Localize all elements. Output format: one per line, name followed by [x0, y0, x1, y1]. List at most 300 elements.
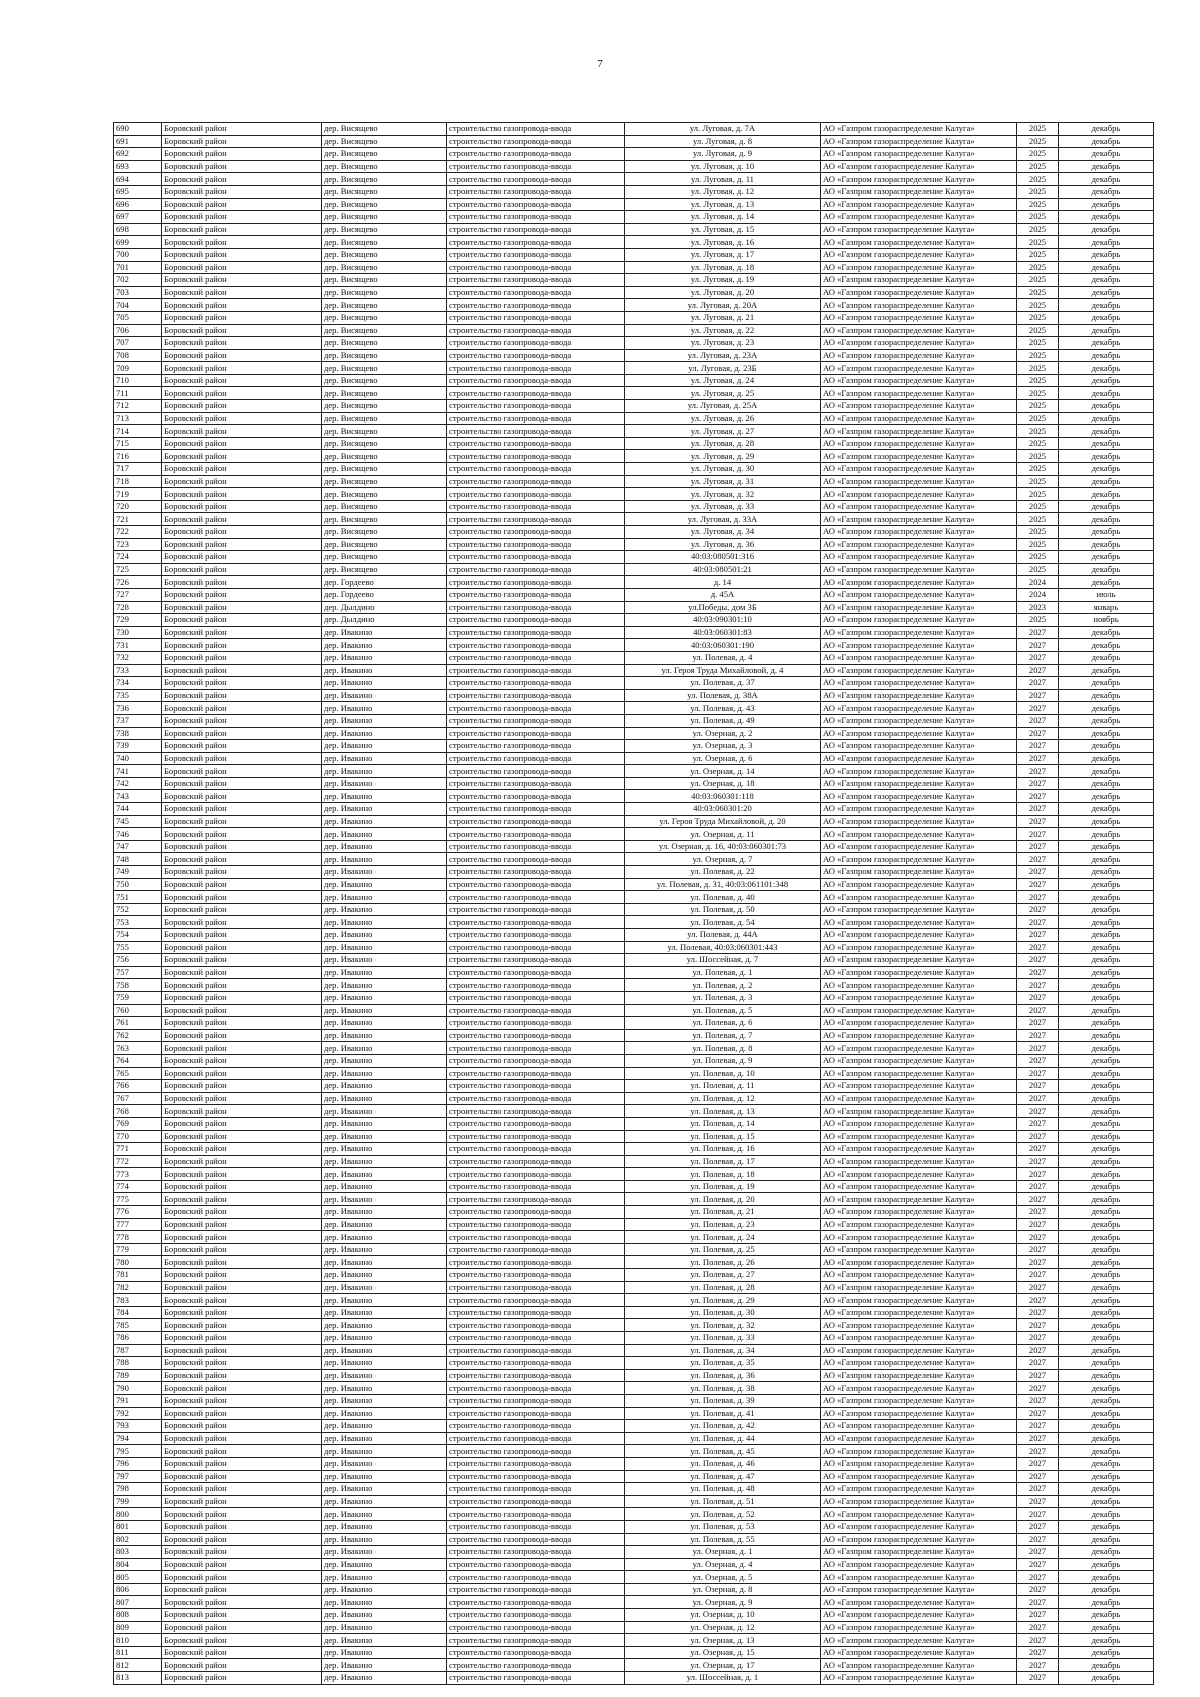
district-cell: Боровский район — [162, 286, 322, 299]
work-type-cell: строительство газопровода-ввода — [447, 261, 625, 274]
year-cell: 2025 — [1017, 286, 1059, 299]
address-cell: ул. Полевая, д. 2 — [625, 979, 821, 992]
district-cell: Боровский район — [162, 1520, 322, 1533]
locality-cell: дер. Ивакино — [322, 828, 447, 841]
district-cell: Боровский район — [162, 349, 322, 362]
table-row — [114, 651, 1154, 664]
locality-cell: дер. Ивакино — [322, 941, 447, 954]
row-number-cell: 731 — [114, 639, 162, 652]
month-cell: декабрь — [1059, 513, 1154, 526]
organization-cell: АО «Газпром газораспределение Калуга» — [821, 1546, 1017, 1559]
address-cell: 40:03:060301:190 — [625, 639, 821, 652]
locality-cell: дер. Висящево — [322, 450, 447, 463]
district-cell: Боровский район — [162, 1483, 322, 1496]
year-cell: 2023 — [1017, 601, 1059, 614]
district-cell: Боровский район — [162, 362, 322, 375]
table-row — [114, 236, 1154, 249]
month-cell: декабрь — [1059, 1659, 1154, 1672]
row-number-cell: 778 — [114, 1231, 162, 1244]
row-number-cell: 801 — [114, 1520, 162, 1533]
district-cell: Боровский район — [162, 689, 322, 702]
address-cell: ул. Полевая, д. 25 — [625, 1243, 821, 1256]
row-number-cell: 717 — [114, 463, 162, 476]
year-cell: 2027 — [1017, 639, 1059, 652]
district-cell: Боровский район — [162, 954, 322, 967]
locality-cell: дер. Ивакино — [322, 1407, 447, 1420]
address-cell: ул. Озерная, д. 15 — [625, 1646, 821, 1659]
year-cell: 2025 — [1017, 349, 1059, 362]
work-type-cell: строительство газопровода-ввода — [447, 1029, 625, 1042]
address-cell: ул. Луговая, д. 11 — [625, 173, 821, 186]
month-cell: декабрь — [1059, 903, 1154, 916]
table-row — [114, 790, 1154, 803]
address-cell: ул. Полевая, д. 53 — [625, 1520, 821, 1533]
organization-cell: АО «Газпром газораспределение Калуга» — [821, 1407, 1017, 1420]
work-type-cell: строительство газопровода-ввода — [447, 916, 625, 929]
month-cell: декабрь — [1059, 475, 1154, 488]
locality-cell: дер. Ивакино — [322, 1344, 447, 1357]
table-row — [114, 437, 1154, 450]
address-cell: ул. Луговая, д. 26 — [625, 412, 821, 425]
address-cell: ул. Героя Труда Михайловой, д. 20 — [625, 815, 821, 828]
year-cell: 2027 — [1017, 803, 1059, 816]
locality-cell: дер. Ивакино — [322, 878, 447, 891]
row-number-cell: 758 — [114, 979, 162, 992]
locality-cell: дер. Висящево — [322, 261, 447, 274]
district-cell: Боровский район — [162, 1571, 322, 1584]
table-row — [114, 1621, 1154, 1634]
district-cell: Боровский район — [162, 1067, 322, 1080]
address-cell: ул. Луговая, д. 16 — [625, 236, 821, 249]
address-cell: 40:03:060301:20 — [625, 803, 821, 816]
row-number-cell: 709 — [114, 362, 162, 375]
organization-cell: АО «Газпром газораспределение Калуга» — [821, 538, 1017, 551]
row-number-cell: 767 — [114, 1092, 162, 1105]
organization-cell: АО «Газпром газораспределение Калуга» — [821, 714, 1017, 727]
year-cell: 2027 — [1017, 1420, 1059, 1433]
organization-cell: АО «Газпром газораспределение Калуга» — [821, 526, 1017, 539]
year-cell: 2025 — [1017, 387, 1059, 400]
month-cell: декабрь — [1059, 299, 1154, 312]
table-row — [114, 1357, 1154, 1370]
month-cell: декабрь — [1059, 941, 1154, 954]
table-row — [114, 412, 1154, 425]
table-row — [114, 1042, 1154, 1055]
row-number-cell: 711 — [114, 387, 162, 400]
address-cell: ул. Озерная, д. 5 — [625, 1571, 821, 1584]
work-type-cell: строительство газопровода-ввода — [447, 689, 625, 702]
address-cell: ул. Озерная, д. 14 — [625, 765, 821, 778]
district-cell: Боровский район — [162, 374, 322, 387]
organization-cell: АО «Газпром газораспределение Калуга» — [821, 1218, 1017, 1231]
year-cell: 2027 — [1017, 1369, 1059, 1382]
month-cell: декабрь — [1059, 488, 1154, 501]
year-cell: 2025 — [1017, 248, 1059, 261]
row-number-cell: 722 — [114, 526, 162, 539]
district-cell: Боровский район — [162, 311, 322, 324]
district-cell: Боровский район — [162, 160, 322, 173]
organization-cell: АО «Газпром газораспределение Калуга» — [821, 840, 1017, 853]
month-cell: декабрь — [1059, 1054, 1154, 1067]
address-cell: ул. Героя Труда Михайловой, д. 4 — [625, 664, 821, 677]
year-cell: 2025 — [1017, 513, 1059, 526]
month-cell: декабрь — [1059, 1571, 1154, 1584]
district-cell: Боровский район — [162, 1596, 322, 1609]
district-cell: Боровский район — [162, 1017, 322, 1030]
table-row — [114, 878, 1154, 891]
locality-cell: дер. Гордеево — [322, 588, 447, 601]
month-cell: декабрь — [1059, 1533, 1154, 1546]
month-cell: декабрь — [1059, 1105, 1154, 1118]
address-cell: ул. Луговая, д. 33А — [625, 513, 821, 526]
table-row — [114, 1231, 1154, 1244]
table-row — [114, 198, 1154, 211]
district-cell: Боровский район — [162, 1672, 322, 1685]
address-cell: ул. Озерная, д. 16, 40:03:060301:73 — [625, 840, 821, 853]
organization-cell: АО «Газпром газораспределение Калуга» — [821, 1054, 1017, 1067]
row-number-cell: 718 — [114, 475, 162, 488]
organization-cell: АО «Газпром газораспределение Калуга» — [821, 1042, 1017, 1055]
locality-cell: дер. Ивакино — [322, 639, 447, 652]
row-number-cell: 794 — [114, 1432, 162, 1445]
work-type-cell: строительство газопровода-ввода — [447, 727, 625, 740]
work-type-cell: строительство газопровода-ввода — [447, 954, 625, 967]
organization-cell: АО «Газпром газораспределение Калуга» — [821, 1269, 1017, 1282]
locality-cell: дер. Ивакино — [322, 626, 447, 639]
district-cell: Боровский район — [162, 614, 322, 627]
month-cell: декабрь — [1059, 702, 1154, 715]
locality-cell: дер. Ивакино — [322, 991, 447, 1004]
work-type-cell: строительство газопровода-ввода — [447, 160, 625, 173]
row-number-cell: 755 — [114, 941, 162, 954]
organization-cell: АО «Газпром газораспределение Калуга» — [821, 815, 1017, 828]
locality-cell: дер. Ивакино — [322, 651, 447, 664]
month-cell: декабрь — [1059, 1357, 1154, 1370]
work-type-cell: строительство газопровода-ввода — [447, 123, 625, 136]
work-type-cell: строительство газопровода-ввода — [447, 740, 625, 753]
work-type-cell: строительство газопровода-ввода — [447, 777, 625, 790]
address-cell: ул. Луговая, д. 14 — [625, 211, 821, 224]
work-type-cell: строительство газопровода-ввода — [447, 1634, 625, 1647]
row-number-cell: 710 — [114, 374, 162, 387]
locality-cell: дер. Ивакино — [322, 1659, 447, 1672]
row-number-cell: 699 — [114, 236, 162, 249]
address-cell: ул. Полевая, д. 51 — [625, 1495, 821, 1508]
address-cell: 40:03:060301:118 — [625, 790, 821, 803]
table-row — [114, 274, 1154, 287]
month-cell: декабрь — [1059, 1520, 1154, 1533]
address-cell: ул. Полевая, 40:03:060301:443 — [625, 941, 821, 954]
work-type-cell: строительство газопровода-ввода — [447, 1672, 625, 1685]
row-number-cell: 782 — [114, 1281, 162, 1294]
row-number-cell: 737 — [114, 714, 162, 727]
locality-cell: дер. Висящево — [322, 223, 447, 236]
table-row — [114, 1130, 1154, 1143]
district-cell: Боровский район — [162, 1634, 322, 1647]
district-cell: Боровский район — [162, 664, 322, 677]
locality-cell: дер. Висящево — [322, 324, 447, 337]
row-number-cell: 756 — [114, 954, 162, 967]
district-cell: Боровский район — [162, 1206, 322, 1219]
work-type-cell: строительство газопровода-ввода — [447, 185, 625, 198]
work-type-cell: строительство газопровода-ввода — [447, 677, 625, 690]
work-type-cell: строительство газопровода-ввода — [447, 1080, 625, 1093]
year-cell: 2025 — [1017, 488, 1059, 501]
locality-cell: дер. Ивакино — [322, 1672, 447, 1685]
locality-cell: дер. Висящево — [322, 437, 447, 450]
year-cell: 2027 — [1017, 1281, 1059, 1294]
table-row — [114, 324, 1154, 337]
month-cell: декабрь — [1059, 1130, 1154, 1143]
year-cell: 2027 — [1017, 1646, 1059, 1659]
month-cell: декабрь — [1059, 248, 1154, 261]
year-cell: 2027 — [1017, 1508, 1059, 1521]
address-cell: ул. Полевая, д. 27 — [625, 1269, 821, 1282]
table-row — [114, 626, 1154, 639]
table-row — [114, 916, 1154, 929]
row-number-cell: 750 — [114, 878, 162, 891]
district-cell: Боровский район — [162, 677, 322, 690]
year-cell: 2027 — [1017, 689, 1059, 702]
organization-cell: АО «Газпром газораспределение Калуга» — [821, 488, 1017, 501]
table-row — [114, 727, 1154, 740]
organization-cell: АО «Газпром газораспределение Калуга» — [821, 740, 1017, 753]
address-cell: ул. Полевая, д. 42 — [625, 1420, 821, 1433]
table-row — [114, 752, 1154, 765]
locality-cell: дер. Ивакино — [322, 929, 447, 942]
locality-cell: дер. Ивакино — [322, 1470, 447, 1483]
table-row — [114, 286, 1154, 299]
work-type-cell: строительство газопровода-ввода — [447, 840, 625, 853]
row-number-cell: 694 — [114, 173, 162, 186]
address-cell: ул. Полевая, д. 39 — [625, 1394, 821, 1407]
row-number-cell: 788 — [114, 1357, 162, 1370]
month-cell: декабрь — [1059, 1206, 1154, 1219]
table-row — [114, 1054, 1154, 1067]
year-cell: 2027 — [1017, 752, 1059, 765]
district-cell: Боровский район — [162, 1332, 322, 1345]
year-cell: 2027 — [1017, 1029, 1059, 1042]
month-cell: декабрь — [1059, 1369, 1154, 1382]
table-row — [114, 123, 1154, 136]
month-cell: декабрь — [1059, 1319, 1154, 1332]
month-cell: декабрь — [1059, 740, 1154, 753]
year-cell: 2027 — [1017, 1168, 1059, 1181]
year-cell: 2025 — [1017, 236, 1059, 249]
month-cell: декабрь — [1059, 878, 1154, 891]
work-type-cell: строительство газопровода-ввода — [447, 400, 625, 413]
organization-cell: АО «Газпром газораспределение Калуга» — [821, 903, 1017, 916]
address-cell: ул. Озерная, д. 2 — [625, 727, 821, 740]
work-type-cell: строительство газопровода-ввода — [447, 425, 625, 438]
work-type-cell: строительство газопровода-ввода — [447, 1004, 625, 1017]
locality-cell: дер. Ивакино — [322, 1206, 447, 1219]
address-cell: ул. Полевая, д. 24 — [625, 1231, 821, 1244]
district-cell: Боровский район — [162, 1269, 322, 1282]
work-type-cell: строительство газопровода-ввода — [447, 1344, 625, 1357]
organization-cell: АО «Газпром газораспределение Калуга» — [821, 727, 1017, 740]
locality-cell: дер. Ивакино — [322, 1105, 447, 1118]
year-cell: 2027 — [1017, 1180, 1059, 1193]
district-cell: Боровский район — [162, 1420, 322, 1433]
district-cell: Боровский район — [162, 563, 322, 576]
table-row — [114, 160, 1154, 173]
locality-cell: дер. Ивакино — [322, 777, 447, 790]
locality-cell: дер. Ивакино — [322, 1269, 447, 1282]
table-row — [114, 374, 1154, 387]
year-cell: 2025 — [1017, 211, 1059, 224]
year-cell: 2027 — [1017, 1105, 1059, 1118]
district-cell: Боровский район — [162, 966, 322, 979]
address-cell: ул. Луговая, д. 7А — [625, 123, 821, 136]
row-number-cell: 751 — [114, 891, 162, 904]
month-cell: декабрь — [1059, 916, 1154, 929]
organization-cell: АО «Газпром газораспределение Калуга» — [821, 1168, 1017, 1181]
organization-cell: АО «Газпром газораспределение Калуга» — [821, 1155, 1017, 1168]
month-cell: декабрь — [1059, 1546, 1154, 1559]
work-type-cell: строительство газопровода-ввода — [447, 790, 625, 803]
year-cell: 2025 — [1017, 551, 1059, 564]
locality-cell: дер. Висящево — [322, 148, 447, 161]
row-number-cell: 799 — [114, 1495, 162, 1508]
row-number-cell: 785 — [114, 1319, 162, 1332]
district-cell: Боровский район — [162, 1042, 322, 1055]
work-type-cell: строительство газопровода-ввода — [447, 941, 625, 954]
month-cell: декабрь — [1059, 1634, 1154, 1647]
locality-cell: дер. Ивакино — [322, 1571, 447, 1584]
month-cell: декабрь — [1059, 1344, 1154, 1357]
organization-cell: АО «Газпром газораспределение Калуга» — [821, 450, 1017, 463]
organization-cell: АО «Газпром газораспределение Калуга» — [821, 1609, 1017, 1622]
month-cell: декабрь — [1059, 991, 1154, 1004]
row-number-cell: 715 — [114, 437, 162, 450]
organization-cell: АО «Газпром газораспределение Калуга» — [821, 878, 1017, 891]
year-cell: 2027 — [1017, 1634, 1059, 1647]
year-cell: 2027 — [1017, 979, 1059, 992]
row-number-cell: 757 — [114, 966, 162, 979]
year-cell: 2027 — [1017, 1193, 1059, 1206]
row-number-cell: 759 — [114, 991, 162, 1004]
locality-cell: дер. Ивакино — [322, 1294, 447, 1307]
row-number-cell: 809 — [114, 1621, 162, 1634]
locality-cell: дер. Ивакино — [322, 1180, 447, 1193]
table-row — [114, 1646, 1154, 1659]
address-cell: ул. Луговая, д. 36 — [625, 538, 821, 551]
address-cell: ул. Полевая, д. 41 — [625, 1407, 821, 1420]
year-cell: 2027 — [1017, 702, 1059, 715]
row-number-cell: 748 — [114, 853, 162, 866]
row-number-cell: 736 — [114, 702, 162, 715]
district-cell: Боровский район — [162, 929, 322, 942]
district-cell: Боровский район — [162, 828, 322, 841]
locality-cell: дер. Висящево — [322, 551, 447, 564]
address-cell: ул. Полевая, д. 16 — [625, 1143, 821, 1156]
year-cell: 2025 — [1017, 500, 1059, 513]
month-cell: декабрь — [1059, 1017, 1154, 1030]
organization-cell: АО «Газпром газораспределение Калуга» — [821, 1369, 1017, 1382]
address-cell: ул. Полевая, д. 47 — [625, 1470, 821, 1483]
work-type-cell: строительство газопровода-ввода — [447, 1432, 625, 1445]
month-cell: декабрь — [1059, 1382, 1154, 1395]
table-row — [114, 1571, 1154, 1584]
row-number-cell: 770 — [114, 1130, 162, 1143]
year-cell: 2025 — [1017, 135, 1059, 148]
work-type-cell: строительство газопровода-ввода — [447, 286, 625, 299]
organization-cell: АО «Газпром газораспределение Калуга» — [821, 513, 1017, 526]
organization-cell: АО «Газпром газораспределение Калуга» — [821, 626, 1017, 639]
district-cell: Боровский район — [162, 1558, 322, 1571]
organization-cell: АО «Газпром газораспределение Калуга» — [821, 991, 1017, 1004]
district-cell: Боровский район — [162, 878, 322, 891]
locality-cell: дер. Ивакино — [322, 866, 447, 879]
work-type-cell: строительство газопровода-ввода — [447, 450, 625, 463]
locality-cell: дер. Ивакино — [322, 1306, 447, 1319]
organization-cell: АО «Газпром газораспределение Калуга» — [821, 765, 1017, 778]
row-number-cell: 733 — [114, 664, 162, 677]
year-cell: 2025 — [1017, 400, 1059, 413]
address-cell: ул. Полевая, д. 28 — [625, 1281, 821, 1294]
table-row — [114, 538, 1154, 551]
district-cell: Боровский район — [162, 714, 322, 727]
locality-cell: дер. Ивакино — [322, 1445, 447, 1458]
address-cell: ул. Полевая, д. 8 — [625, 1042, 821, 1055]
work-type-cell: строительство газопровода-ввода — [447, 1180, 625, 1193]
locality-cell: дер. Ивакино — [322, 1281, 447, 1294]
row-number-cell: 783 — [114, 1294, 162, 1307]
locality-cell: дер. Ивакино — [322, 891, 447, 904]
work-type-cell: строительство газопровода-ввода — [447, 1269, 625, 1282]
month-cell: декабрь — [1059, 639, 1154, 652]
month-cell: декабрь — [1059, 526, 1154, 539]
table-row — [114, 563, 1154, 576]
month-cell: декабрь — [1059, 311, 1154, 324]
organization-cell: АО «Газпром газораспределение Калуга» — [821, 463, 1017, 476]
work-type-cell: строительство газопровода-ввода — [447, 1420, 625, 1433]
row-number-cell: 713 — [114, 412, 162, 425]
district-cell: Боровский район — [162, 1583, 322, 1596]
table-row — [114, 223, 1154, 236]
work-type-cell: строительство газопровода-ввода — [447, 135, 625, 148]
locality-cell: дер. Ивакино — [322, 1168, 447, 1181]
year-cell: 2027 — [1017, 1080, 1059, 1093]
work-type-cell: строительство газопровода-ввода — [447, 248, 625, 261]
row-number-cell: 741 — [114, 765, 162, 778]
table-row — [114, 1659, 1154, 1672]
month-cell: декабрь — [1059, 1672, 1154, 1685]
locality-cell: дер. Висящево — [322, 526, 447, 539]
month-cell: декабрь — [1059, 324, 1154, 337]
work-type-cell: строительство газопровода-ввода — [447, 463, 625, 476]
year-cell: 2027 — [1017, 1344, 1059, 1357]
address-cell: ул. Озерная, д. 10 — [625, 1609, 821, 1622]
organization-cell: АО «Газпром газораспределение Калуга» — [821, 148, 1017, 161]
month-cell: декабрь — [1059, 1609, 1154, 1622]
address-cell: ул. Озерная, д. 18 — [625, 777, 821, 790]
table-row — [114, 1180, 1154, 1193]
district-cell: Боровский район — [162, 1407, 322, 1420]
year-cell: 2027 — [1017, 664, 1059, 677]
address-cell: ул. Луговая, д. 10 — [625, 160, 821, 173]
locality-cell: дер. Ивакино — [322, 702, 447, 715]
month-cell: декабрь — [1059, 677, 1154, 690]
address-cell: ул. Полевая, д. 48 — [625, 1483, 821, 1496]
district-cell: Боровский район — [162, 400, 322, 413]
month-cell: декабрь — [1059, 1256, 1154, 1269]
work-type-cell: строительство газопровода-ввода — [447, 929, 625, 942]
year-cell: 2027 — [1017, 790, 1059, 803]
address-cell: ул. Луговая, д. 21 — [625, 311, 821, 324]
locality-cell: дер. Висящево — [322, 248, 447, 261]
